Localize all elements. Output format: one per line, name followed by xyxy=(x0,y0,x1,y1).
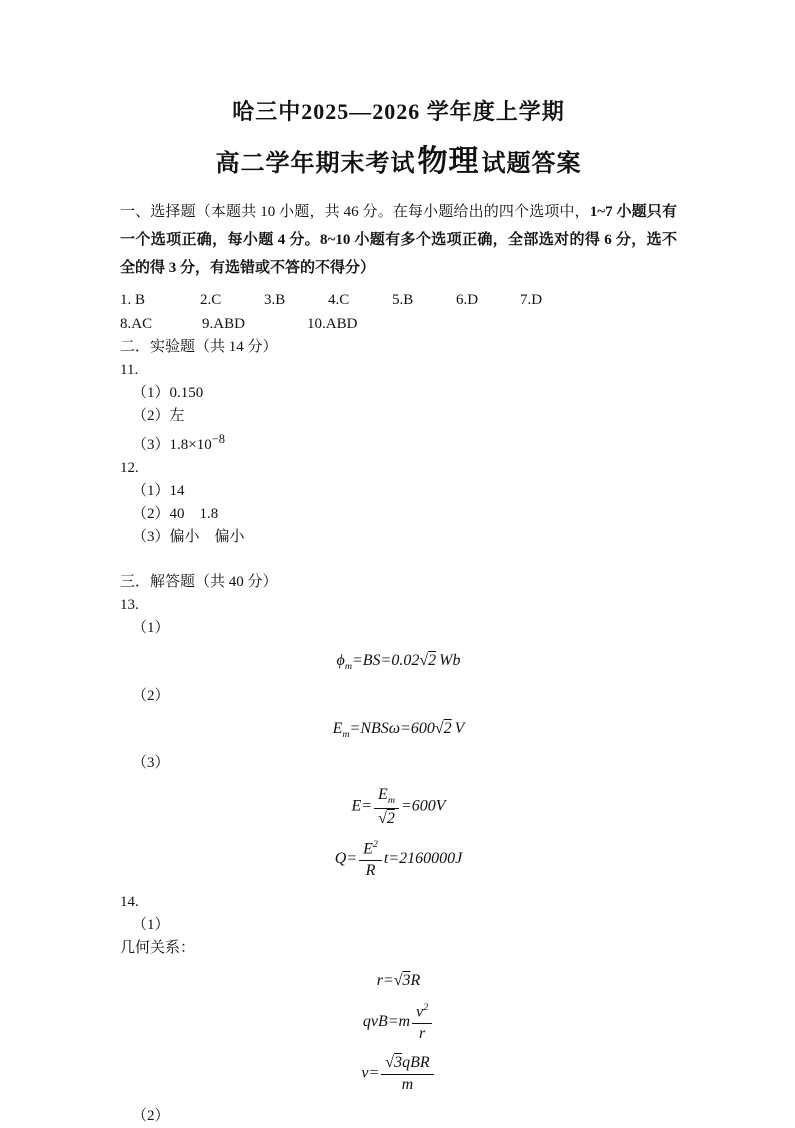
answer-value: 0.150 xyxy=(169,385,204,401)
answer-3: 3.B xyxy=(264,292,286,308)
answer-value: 1.8×10 xyxy=(169,437,212,453)
formula-mid: t xyxy=(383,850,389,868)
radicand: 3 xyxy=(402,972,411,990)
formula-lhs: r= xyxy=(376,972,394,990)
formula-symbol: E xyxy=(378,786,388,804)
fraction xyxy=(374,786,399,828)
formula-subscript: m xyxy=(342,728,350,740)
fraction-numerator xyxy=(374,786,399,809)
spacer xyxy=(120,549,677,571)
answer-exponent: −8 xyxy=(211,432,226,446)
formula-lhs: v= xyxy=(361,1064,380,1082)
formula-rhs: =600V xyxy=(400,797,446,815)
radicand: 2 xyxy=(428,652,437,669)
answer-label: （1） xyxy=(132,483,170,499)
question-11-number: 11. xyxy=(120,362,139,378)
formula-13-3-heat xyxy=(120,839,677,880)
part-13-2-label: （2） xyxy=(132,687,170,704)
answer-12-2 xyxy=(120,503,677,526)
formula-14-1-velocity xyxy=(120,1054,677,1094)
choice-section-heading xyxy=(120,198,677,282)
answer-label: （2） xyxy=(132,506,170,522)
sqrt-sign: √ xyxy=(434,719,444,737)
answer-8: 8.AC xyxy=(120,316,153,332)
formula-body: =NBSω=600 xyxy=(349,719,435,737)
answer-2: 2.C xyxy=(200,292,222,308)
formula-subscript: m xyxy=(387,795,395,807)
fraction-denominator: m xyxy=(401,1075,414,1093)
formula-symbol: E xyxy=(363,840,373,858)
answer-label: （1） xyxy=(132,385,170,401)
answer-label: （2） xyxy=(132,408,170,424)
radicand: 3 xyxy=(394,1054,403,1072)
formula-body: qBR xyxy=(402,1054,430,1072)
answer-11-1 xyxy=(120,382,677,405)
choice-answers-row1 xyxy=(120,288,677,312)
question-14-number: 14. xyxy=(120,894,139,911)
formula-superscript: 2 xyxy=(423,1002,429,1014)
fraction-numerator xyxy=(359,839,382,861)
formula-rhs: R xyxy=(410,972,421,990)
choice-heading-normal: 一、选择题（本题共 10 小题，共 46 分。在每小题给出的四个选项中， xyxy=(120,204,590,220)
formula-14-1-radius xyxy=(120,971,677,991)
answer-9: 9.ABD xyxy=(202,316,245,332)
formula-subscript: m xyxy=(344,661,352,673)
choice-heading-bold: 1~7 小题只有一个选项正确，每小题 4 分。8~10 小题有多个选项正确，全部选对的得 6 分，选不全的得 3 分，有选错或不答的不得分） xyxy=(120,204,677,276)
answer-label: （3） xyxy=(132,529,170,545)
fraction xyxy=(381,1054,433,1094)
formula-lhs: qvB=m xyxy=(362,1013,411,1031)
formula-13-1-flux xyxy=(120,651,677,674)
sqrt-sign: √ xyxy=(378,809,387,827)
formula-13-3-rms xyxy=(120,786,677,828)
sqrt-sign: √ xyxy=(419,652,429,669)
answer-label: （3） xyxy=(132,437,170,453)
answer-11-2 xyxy=(120,405,677,428)
document-title-line2 xyxy=(120,136,677,180)
radicand: 2 xyxy=(386,809,395,827)
sqrt-sign: √ xyxy=(393,972,403,990)
answer-12-1 xyxy=(120,480,677,503)
document-title-line1: 哈三中2025—2026 学年度上学期 xyxy=(232,99,565,124)
answer-1: 1. B xyxy=(120,292,146,308)
choice-answers-row2 xyxy=(120,312,677,336)
part-13-1-label: （1） xyxy=(132,620,170,636)
title2-post: 试题答案 xyxy=(481,151,582,177)
formula-rhs: =2160000J xyxy=(388,850,463,868)
fraction-denominator xyxy=(374,809,399,828)
sqrt-sign: √ xyxy=(385,1054,395,1072)
answer-value: 偏小 偏小 xyxy=(169,529,245,545)
part-14-1-label: （1） xyxy=(132,917,170,934)
formula-superscript: 2 xyxy=(372,839,378,851)
fraction xyxy=(359,839,382,880)
title2-pre: 高二学年期末考试 xyxy=(215,151,416,177)
fraction-numerator xyxy=(381,1054,433,1074)
answer-7: 7.D xyxy=(520,292,543,308)
formula-14-1-lorentz xyxy=(120,1002,677,1043)
experiment-section-heading: 二．实验题（共 14 分） xyxy=(120,339,278,355)
formula-lhs: Q= xyxy=(334,850,358,868)
answer-value: 左 xyxy=(169,408,185,424)
part-13-3-label: （3） xyxy=(132,755,170,772)
part-14-2-label: （2） xyxy=(132,1108,170,1125)
formula-symbol: v xyxy=(416,1003,424,1021)
fraction-denominator: R xyxy=(365,861,376,879)
title2-subject: 物理 xyxy=(417,144,480,179)
answer-10: 10.ABD xyxy=(307,316,358,332)
formula-symbol: E xyxy=(332,719,343,737)
answer-value: 14 xyxy=(169,483,185,499)
question-12-number: 12. xyxy=(120,460,139,476)
formula-13-2-emf xyxy=(120,719,677,742)
formula-lhs: E= xyxy=(351,797,373,815)
answer-4: 4.C xyxy=(328,292,350,308)
radicand: 2 xyxy=(443,719,452,737)
answer-value: 40 1.8 xyxy=(169,506,219,522)
question-13-number: 13. xyxy=(120,597,139,613)
solve-section-heading: 三．解答题（共 40 分） xyxy=(120,574,278,590)
formula-body: =BS=0.02 xyxy=(351,652,420,669)
fraction-numerator xyxy=(412,1002,432,1024)
fraction xyxy=(412,1002,432,1043)
formula-symbol: ϕ xyxy=(336,652,345,669)
answer-5: 5.B xyxy=(392,292,414,308)
geometry-relation-label: 几何关系： xyxy=(120,940,196,957)
fraction-denominator: r xyxy=(418,1024,426,1042)
answer-6: 6.D xyxy=(456,292,479,308)
answer-11-3 xyxy=(120,428,677,457)
formula-unit: Wb xyxy=(439,652,461,669)
formula-unit: V xyxy=(454,719,465,737)
answer-12-3 xyxy=(120,526,677,549)
